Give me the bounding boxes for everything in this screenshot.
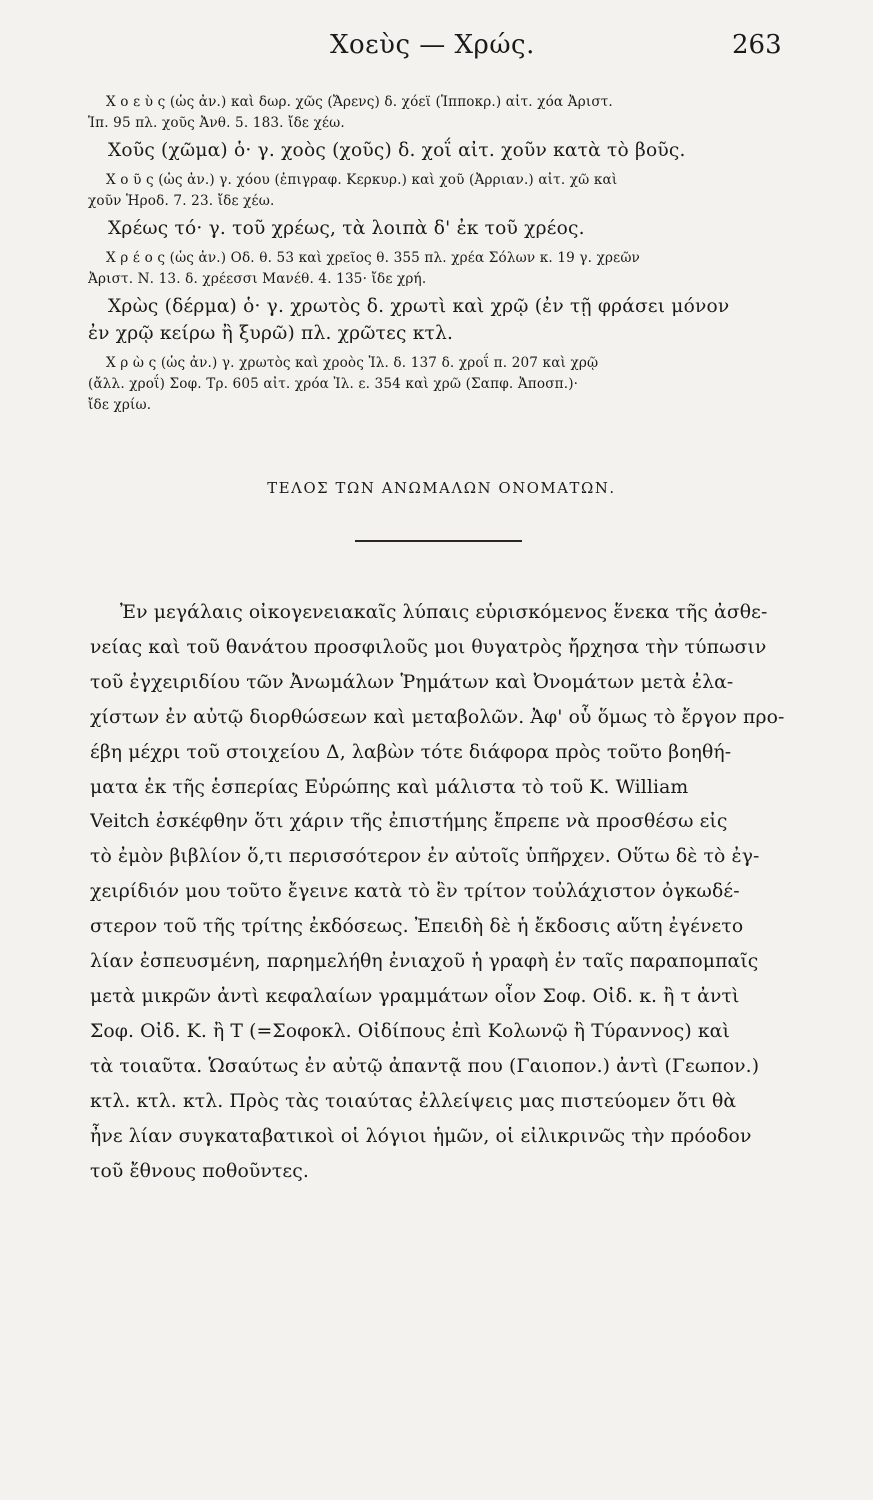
preface-line: χειρίδιόν μου τοῦτο ἔγεινε κατὰ τὸ ἓν τρίτον τοὐλάχιστον ὀγκωδέ- (90, 881, 740, 903)
entry-line: ἴδε χρίω. (88, 397, 152, 413)
entry-line: Ἱπ. 95 πλ. χοῦς Ἀνθ. 5. 183. ἴδε χέω. (88, 115, 345, 131)
running-head (0, 30, 873, 70)
entry-headword-chreos (88, 215, 793, 242)
entry-headword-chros (88, 293, 793, 347)
preface-line: τὸ ἐμὸν βιβλίον ὅ,τι περισσότερον ἐν αὐτοῖς ὑπῆρχεν. Οὕτω δὲ τὸ ἐγ- (90, 846, 760, 868)
entry-line: Ἀριστ. Ν. 13. δ. χρέεσσι Μανέθ. 4. 135· ἴδε χρή. (88, 271, 427, 287)
entry-line: ἐν χρῷ κείρω ἢ ξυρῶ) πλ. χρῶτες κτλ. (88, 323, 454, 344)
entry-line: Χ ρ ὼ ς (ὡς ἀν.) γ. χρωτὸς καὶ χροὸς Ἰλ. δ. 137 δ. χροΐ π. 207 καὶ χρῷ (106, 355, 599, 371)
section-end-title: ΤΕΛΟΣ ΤΩΝ ΑΝΩΜΑΛΩΝ ΟΝΟΜΑΤΩΝ. (267, 480, 616, 497)
entry-line: Χρέως τό· γ. τοῦ χρέως, τὰ λοιπὰ δ' ἐκ τοῦ χρέος. (108, 218, 585, 239)
entry-line: Χοῦς (χῶμα) ὁ· γ. χοὸς (χοῦς) δ. χοΐ αἰτ. χοῦν κατὰ τὸ βοῦς. (108, 140, 686, 161)
page-number: 263 (732, 30, 782, 60)
section-divider (355, 540, 522, 542)
entry-line: Χρὼς (δέρμα) ὁ· γ. χρωτὸς δ. χρωτὶ καὶ χρῷ (ἐν τῇ φράσει μόνον (108, 296, 730, 317)
entry-line: Χ ρ έ ο ς (ὡς ἀν.) Οδ. θ. 53 καὶ χρεῖος θ. 355 πλ. χρέα Σόλων κ. 19 γ. χρεῶν (106, 250, 640, 266)
entry-line: χοῦν Ἡροδ. 7. 23. ἴδε χέω. (88, 193, 275, 209)
preface-line: τοῦ ἐγχειριδίου τῶν Ἀνωμάλων Ῥημάτων καὶ Ὀνομάτων μετὰ ἐλα- (90, 671, 734, 693)
entry-detail-xoeus (88, 92, 793, 134)
preface-line: Veitch ἐσκέφθην ὅτι χάριν τῆς ἐπιστήμης ἔπρεπε νὰ προσθέσω εἰς (90, 811, 728, 833)
preface-line: λίαν ἐσπευσμένη, παρημελήθη ἐνιαχοῦ ἡ γραφὴ ἐν ταῖς παραπομπαῖς (90, 951, 759, 973)
preface-line: τοῦ ἔθνους ποθοῦντες. (90, 1160, 309, 1182)
preface-line: νείας καὶ τοῦ θανάτου προσφιλοῦς μοι θυγατρὸς ἤρχησα τὴν τύπωσιν (90, 636, 767, 658)
running-title: Χοεὺς — Χρώς. (330, 30, 535, 60)
preface-line: έβη μέχρι τοῦ στοιχείου Δ, λαβὼν τότε διάφορα πρὸς τοῦτο βοηθή- (90, 741, 732, 763)
preface-line: Ἐν μεγάλαις οἰκογενειακαῖς λύπαις εὑρισκόμενος ἕνεκα τῆς ἀσθε- (120, 602, 768, 623)
entry-line: Χ ο ε ὺ ς (ὡς ἀν.) καὶ δωρ. χῶς (Ἄρενς) δ. χόεϊ (Ἱπποκρ.) αἰτ. χόα Ἀριστ. (106, 94, 613, 110)
entry-detail-chros (88, 353, 793, 416)
preface-line: ματα ἐκ τῆς ἑσπερίας Εὐρώπης καὶ μάλιστα τὸ τοῦ Κ. William (90, 776, 689, 798)
preface-line: μετὰ μικρῶν ἀντὶ κεφαλαίων γραμμάτων οἷον Σοφ. Οἰδ. κ. ἢ τ ἀντὶ (90, 985, 740, 1007)
entry-headword-chous (88, 137, 793, 164)
preface-paragraph (90, 596, 796, 1189)
preface-line: στερον τοῦ τῆς τρίτης ἐκδόσεως. Ἐπειδὴ δὲ ἡ ἔκδοσις αὕτη ἐγένετο (90, 916, 744, 938)
entry-detail-chreos (88, 248, 793, 290)
entry-line: (ἄλλ. χροΐ) Σοφ. Τρ. 605 αἰτ. χρόα Ἰλ. ε. 354 καὶ χρῶ (Σαπφ. Ἀποσπ.)· (88, 376, 579, 392)
preface-line: χίστων ἐν αὐτῷ διορθώσεων καὶ μεταβολῶν. Ἀφ' οὗ ὅμως τὸ ἔργον προ- (90, 706, 785, 728)
dictionary-entries (88, 92, 793, 419)
preface-line: ἦνε λίαν συγκαταβατικοὶ οἱ λόγιοι ἡμῶν, οἱ εἰλικρινῶς τὴν πρόοδον (90, 1125, 752, 1147)
preface-line: τὰ τοιαῦτα. Ὡσαύτως ἐν αὐτῷ ἀπαντᾷ που (Γαιοπον.) ἀντὶ (Γεωπον.) (90, 1055, 760, 1077)
entry-line: Χ ο ῦ ς (ὡς ἀν.) γ. χόου (ἐπιγραφ. Κερκυρ.) καὶ χοῦ (Ἀρριαν.) αἰτ. χῶ καὶ (106, 172, 618, 188)
entry-detail-chous (88, 170, 793, 212)
preface-line: κτλ. κτλ. κτλ. Πρὸς τὰς τοιαύτας ἐλλείψεις μας πιστεύομεν ὅτι θὰ (90, 1090, 737, 1112)
preface-line: Σοφ. Οἰδ. Κ. ἢ Τ (=Σοφοκλ. Οἰδίπους ἐπὶ Κολωνῷ ἢ Τύραννος) καὶ (90, 1020, 730, 1042)
